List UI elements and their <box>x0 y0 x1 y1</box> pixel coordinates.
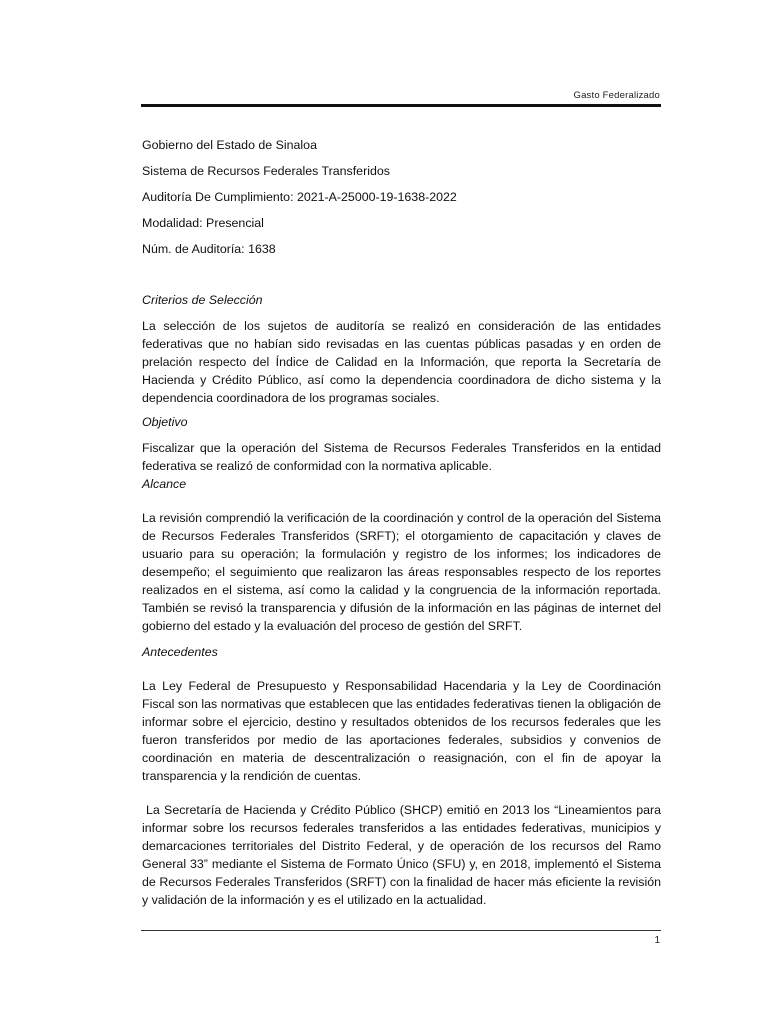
audit-line: Auditoría De Cumplimiento: 2021-A-25000-19-1638-2022 <box>142 190 457 204</box>
antecedentes-text-2: La Secretaría de Hacienda y Crédito Público (SHCP) emitió en 2013 los “Lineamientos para informar sobre los recursos federales transferidos a las entidades federativas, municipios y demarcaciones territoriales del Distrito Federal, y de operación de los recursos del Ramo General 33” mediante el Sistema de Formato Único (SFU) y, en 2018, implementó el Sistema de Recursos Federales Transferidos (SRFT) con la finalidad de hacer más eficiente la revisión y validación de la información y es el utilizado en la actualidad. <box>142 803 661 907</box>
audit-number-line: Núm. de Auditoría: 1638 <box>142 242 276 256</box>
antecedentes-title: Antecedentes <box>142 645 218 659</box>
antecedentes-text-1: La Ley Federal de Presupuesto y Responsabilidad Hacendaria y la Ley de Coordinación Fiscal son las normativas que establecen que las entidades federativas tienen la obligación de informar sobre el ejercicio, destino y resultados obtenidos de los recursos federales que les fueron transferidos por medio de las aportaciones federales, subsidios y convenios de coordinación en materia de descentralización o reasignación, con el fin de apoyar la transparencia y la rendición de cuentas. <box>142 679 661 783</box>
page-number: 1 <box>654 935 660 946</box>
system-line: Sistema de Recursos Federales Transferidos <box>142 164 390 178</box>
objetivo-title: Objetivo <box>142 415 188 429</box>
criterios-title: Criterios de Selección <box>142 293 263 307</box>
modality-line: Modalidad: Presencial <box>142 216 264 230</box>
alcance-text: La revisión comprendió la verificación de la coordinación y control de la operación del Sistema de Recursos Federales Transferidos (SRFT); el otorgamiento de capacitación y claves de usuario para su operación; la formulación y registro de los informes; los indicadores de desempeño; el seguimiento que realizaron las áreas responsables respecto de los reportes realizados en el sistema, así como la calidad y la congruencia de la información reportada. También se revisó la transparencia y difusión de la información en las páginas de internet del gobierno del estado y la evaluación del proceso de gestión del SRFT. <box>142 511 661 633</box>
document-body <box>142 136 661 909</box>
header-rule <box>141 104 661 107</box>
entity-line: Gobierno del Estado de Sinaloa <box>142 138 317 152</box>
criterios-text: La selección de los sujetos de auditoría se realizó en consideración de las entidades federativas que no habían sido revisadas en las cuentas públicas pasadas y en orden de prelación respecto del Índice de Calidad en la Información, que reporta la Secretaría de Hacienda y Crédito Público, así como la dependencia coordinadora de dicho sistema y la dependencia coordinadora de los programas sociales. <box>142 319 661 405</box>
footer-rule <box>141 930 661 931</box>
objetivo-text: Fiscalizar que la operación del Sistema de Recursos Federales Transferidos en la entidad federativa se realizó de conformidad con la normativa aplicable. <box>142 441 661 473</box>
alcance-title: Alcance <box>142 477 187 491</box>
header-label: Gasto Federalizado <box>573 90 660 101</box>
